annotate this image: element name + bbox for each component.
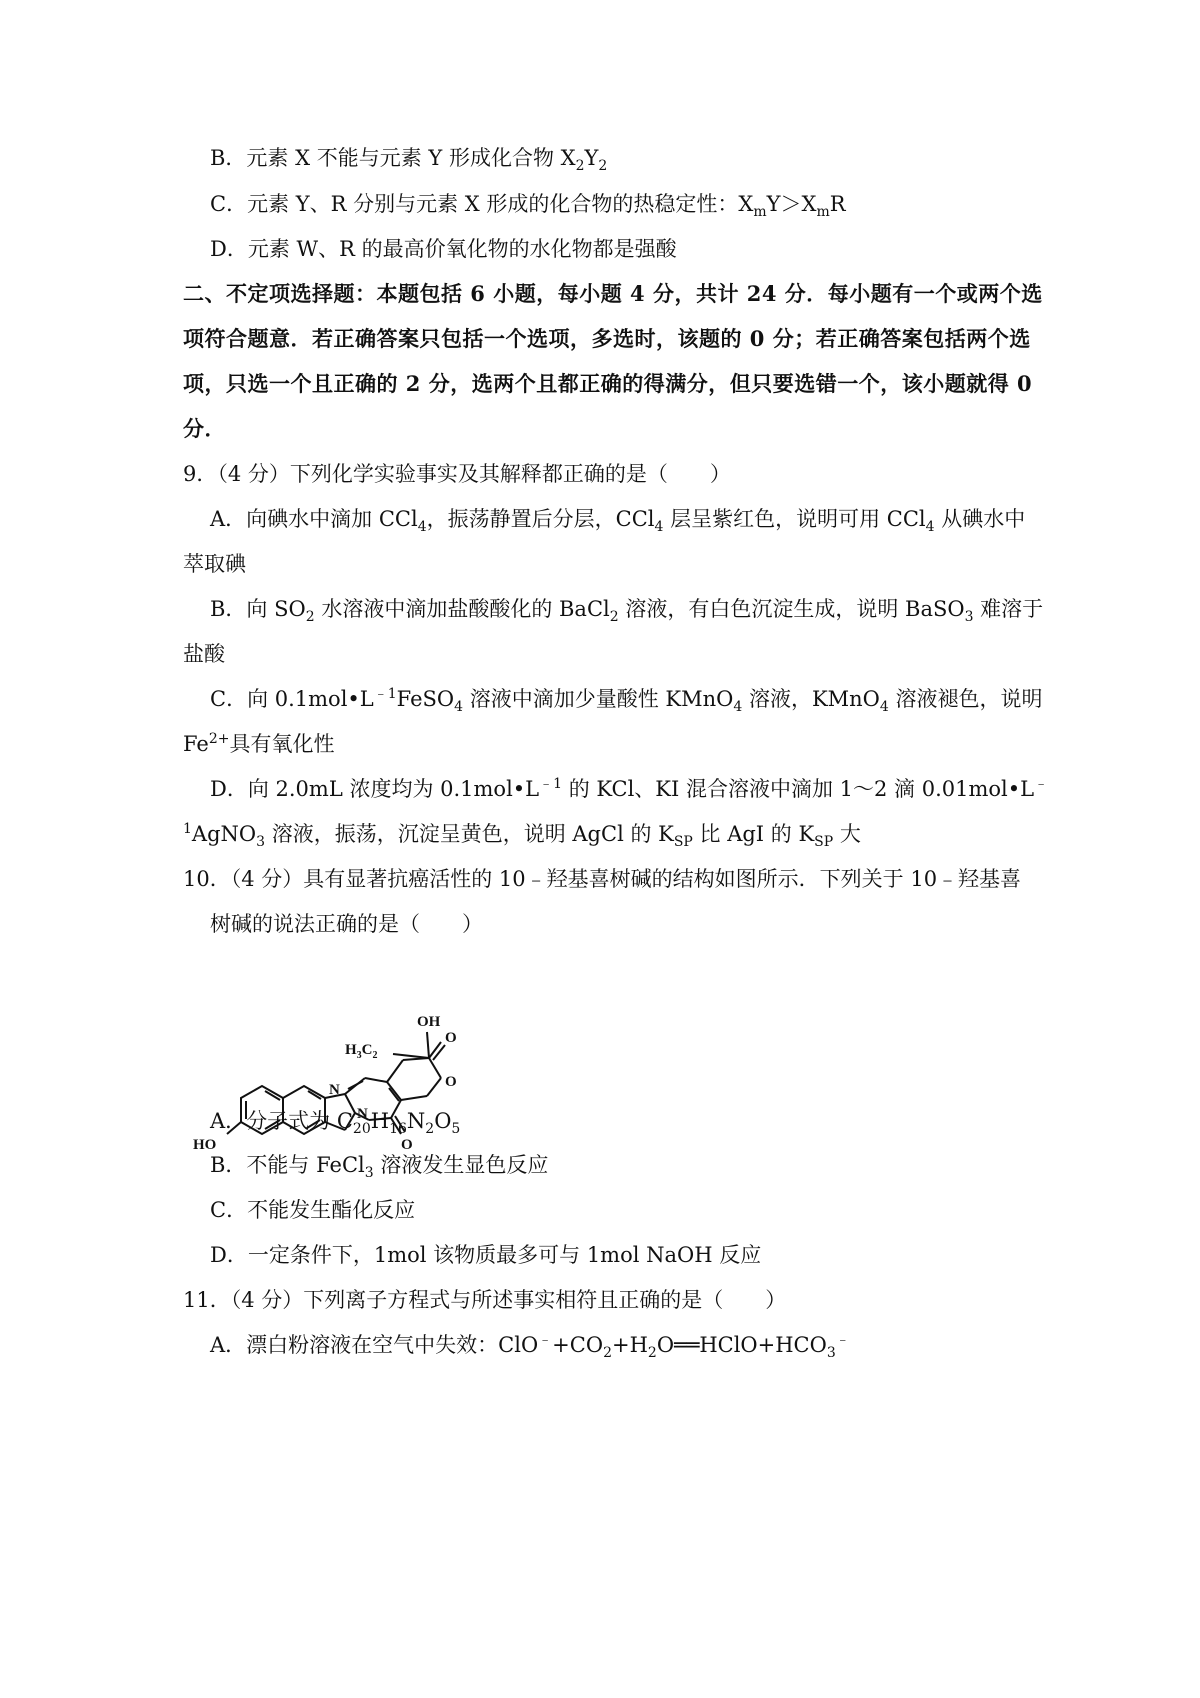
structure-label-o-carbonyl2: O xyxy=(401,1137,413,1153)
q10-stem-line2: 树碱的说法正确的是（ ） xyxy=(210,912,483,936)
q8-option-c: C．元素 Y、R 分别与元素 X 形成的化合物的热稳定性：$X_mY>X_mR$ xyxy=(210,192,846,220)
structure-label-oh: OH xyxy=(417,1014,441,1030)
structure-label-o-ring: O xyxy=(445,1074,457,1090)
q9-option-d: D．向 2.0mL 浓度均为 $0.1mol•L^{﹣1}$ 的 KCl、KI 混合溶液中滴加 1～2 滴 0.01mol•L﹣ xyxy=(210,776,1049,801)
q9-option-a: A．向碘水中滴加 CCl$_4$，振荡静置后分层，CCl$_4$ 层呈紫红色，说明可用 CCl$_4$ 从碘水中 xyxy=(210,507,1026,535)
q8-option-b: B．元素 X 不能与元素 Y 形成化合物 $X_2Y_2$ xyxy=(210,146,608,174)
q9-option-c-cont: $Fe^{2+}$具有氧化性 xyxy=(183,731,335,756)
section-header-line4: 分． xyxy=(183,416,226,441)
q10-option-c: C．不能发生酯化反应 xyxy=(210,1198,416,1222)
section-header-line1: 二、不定项选择题：本题包括 6 小题，每小题 4 分，共计 24 分．每小题有一个或两个选 xyxy=(183,281,1043,306)
q10-option-d: D．一定条件下，1mol 该物质最多可与 1mol NaOH 反应 xyxy=(210,1243,762,1267)
q9-option-b-cont: 盐酸 xyxy=(183,642,225,666)
section-header-line2: 项符合题意．若正确答案只包括一个选项，多选时，该题的 0 分；若正确答案包括两个选 xyxy=(183,326,1031,351)
q11-option-a: A．漂白粉溶液在空气中失效：$ClO^﹣+CO_2+H_2O══HClO+HCO_3^﹣$ xyxy=(210,1332,850,1361)
q9-stem: 9．（4 分）下列化学实验事实及其解释都正确的是（ ） xyxy=(183,462,731,486)
section-header-line3: 项，只选一个且正确的 2 分，选两个且都正确的得满分，但只要选错一个，该小题就得 0 xyxy=(183,371,1033,396)
q10-stem-line1: 10．（4 分）具有显著抗癌活性的 10﹣羟基喜树碱的结构如图所示．下列关于 10﹣羟基喜 xyxy=(183,867,1022,891)
structure-label-n1: N xyxy=(329,1082,340,1098)
q8-option-d: D．元素 W、R 的最高价氧化物的水化物都是强酸 xyxy=(210,237,677,261)
structure-label-o-carbonyl1: O xyxy=(445,1030,457,1046)
structure-label-n2: N xyxy=(357,1106,368,1122)
q9-option-d-cont: $^1$AgNO$_3$ 溶液，振荡，沉淀呈黄色，说明 AgCl 的 $K_{SP}$ 比 AgI 的 $K_{SP}$ 大 xyxy=(183,821,861,850)
q9-option-c: C．向 $0.1mol•L^{﹣1}FeSO_4$ 溶液中滴加少量酸性 KMnO$_4$ 溶液，KMnO$_4$ 溶液褪色，说明 xyxy=(210,686,1043,715)
q10-option-b: B．不能与 FeCl$_3$ 溶液发生显色反应 xyxy=(210,1153,549,1181)
q10-option-a: A．分子式为 $C_{20}H_{16}N_2O_5$ xyxy=(210,1109,461,1137)
structure-label-ethyl: $H_3C_2$ xyxy=(345,1042,378,1061)
q11-stem: 11．（4 分）下列离子方程式与所述事实相符且正确的是（ ） xyxy=(183,1288,787,1312)
q9-option-a-cont: 萃取碘 xyxy=(183,552,246,576)
q9-option-b: B．向 $SO_2$ 水溶液中滴加盐酸酸化的 BaCl$_2$ 溶液，有白色沉淀生成，说明 BaSO$_3$ 难溶于 xyxy=(210,597,1044,625)
structure-label-ho: HO xyxy=(193,1137,217,1153)
